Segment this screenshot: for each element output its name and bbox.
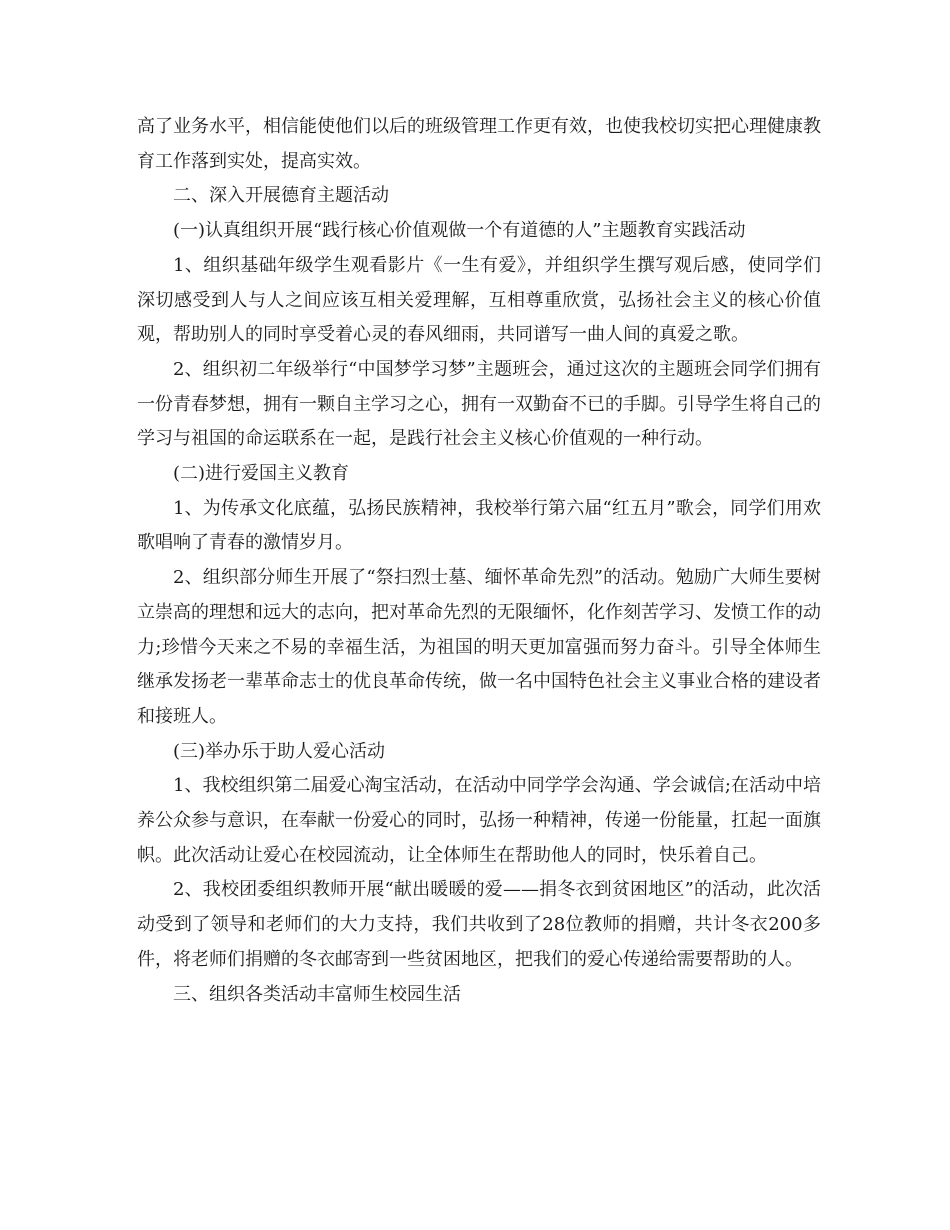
paragraph: 2、组织初二年级举行“中国梦学习梦”主题班会，通过这次的主题班会同学们拥有一份青春梦想，拥有一颗自主学习之心，拥有一双勤奋不已的手脚。引导学生将自己的学习与祖国的命运联系在一起，是践行社会主义核心价值观的一种行动。 [137,358,821,450]
paragraph: 1、为传承文化底蕴，弘扬民族精神，我校举行第六届“红五月”歌会，同学们用欢歌唱响了青春的激情岁月。 [137,497,821,554]
paragraph: 1、组织基础年级学生观看影片《一生有爱》，并组织学生撰写观后感，使同学们深切感受到人与人之间应该互相关爱理解，互相尊重欣赏，弘扬社会主义的核心价值观，帮助别人的同时享受着心灵的春风细雨，共同谱写一曲人间的真爱之歌。 [137,254,821,346]
subsection-heading-1: (一)认真组织开展“践行核心价值观做一个有道德的人”主题教育实践活动 [173,220,746,242]
subsection-heading-3: (三)举办乐于助人爱心活动 [173,740,386,762]
section-heading-3: 三、组织各类活动丰富师生校园生活 [173,983,461,1005]
subsection-heading-2: (二)进行爱国主义教育 [173,463,350,485]
document-body [137,110,821,1012]
section-heading-2: 二、深入开展德育主题活动 [173,185,389,207]
paragraph: 2、我校团委组织教师开展“献出暖暖的爱——捐冬衣到贫困地区”的活动，此次活动受到了领导和老师们的大力支持，我们共收到了28位教师的捐赠，共计冬衣200多件，将老师们捐赠的冬衣邮寄到一些贫困地区，把我们的爱心传递给需要帮助的人。 [137,879,821,970]
paragraph: 1、我校组织第二届爱心淘宝活动，在活动中同学学会沟通、学会诚信;在活动中培养公众参与意识，在奉献一份爱心的同时，弘扬一种精神，传递一份能量，扛起一面旗帜。此次活动让爱心在校园流动，让全体师生在帮助他人的同时，快乐着自己。 [137,775,821,866]
paragraph: 2、组织部分师生开展了“祭扫烈士墓、缅怀革命先烈”的活动。勉励广大师生要树立崇高的理想和远大的志向，把对革命先烈的无限缅怀，化作刻苦学习、发愤工作的动力;珍惜今天来之不易的幸福生活，为祖国的明天更加富强而努力奋斗。引导全体师生继承发扬老一辈革命志士的优良革命传统，做一名中国特色社会主义事业合格的建设者和接班人。 [137,567,821,727]
paragraph-continuation: 高了业务水平，相信能使他们以后的班级管理工作更有效，也使我校切实把心理健康教育工作落到实处，提高实效。 [137,116,821,172]
